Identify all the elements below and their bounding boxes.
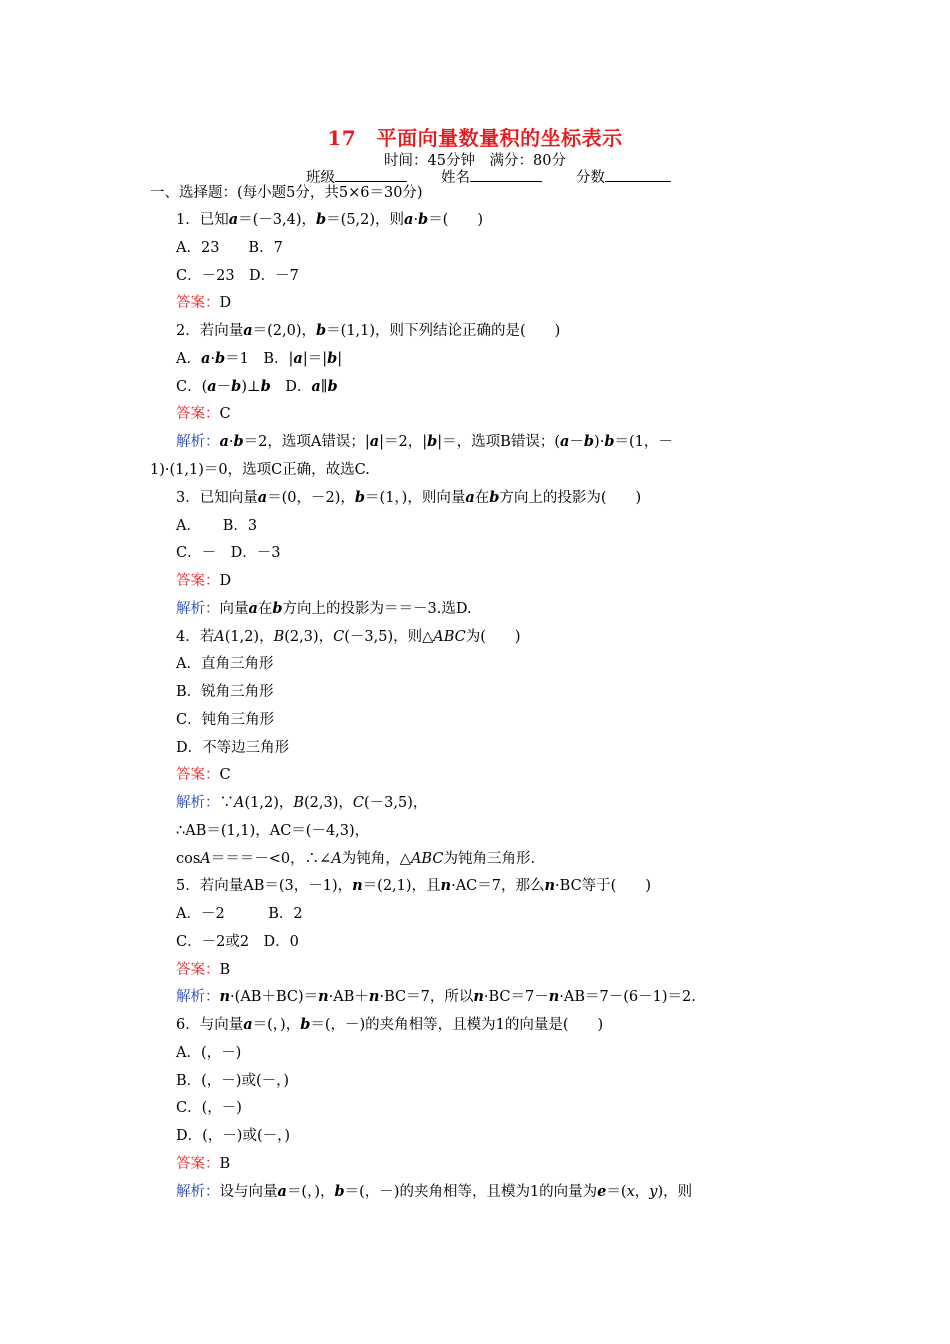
q2-options-cd: C．(a－b)⊥b D．a∥b xyxy=(176,378,338,395)
q2-analysis-line-1: 解析：a·b＝2，选项A错误；|a|＝2，|b|＝，选项B错误；(a－b)·b＝(1，－ xyxy=(176,433,673,450)
q4-analysis-line-1: 解析：∵A(1,2)，B(2,3)，C(－3,5)， xyxy=(176,795,428,811)
q4-option-c: C．钝角三角形 xyxy=(176,712,275,728)
q4-analysis-line-3: cosA＝＝＝－<0，∴∠A为钝角，△ABC为钝角三角形. xyxy=(176,851,536,867)
q3-options-ab: A． B．3 xyxy=(176,518,258,534)
q2-options-ab: A．a·b＝1 B．|a|＝|b| xyxy=(176,350,343,367)
q6-option-d: D．(，－)或(－，) xyxy=(176,1128,291,1144)
q2-analysis-line-2: 1)·(1,1)＝0，选项C正确，故选C. xyxy=(150,462,370,478)
q4-option-d: D．不等边三角形 xyxy=(176,740,290,756)
q6-option-b: B．(，－)或(－，) xyxy=(176,1073,290,1089)
q5-analysis: 解析：n·(AB＋BC)＝n·AB＋n·BC＝7，所以n·BC＝7－n·AB＝7－(6－1)＝2. xyxy=(176,988,696,1005)
question-4: 4．若A(1,2)，B(2,3)，C(－3,5)，则△ABC为( ) xyxy=(176,629,521,645)
q5-options-cd: C．－2或2 D．0 xyxy=(176,934,299,950)
q6-option-c: C．(，－) xyxy=(176,1100,242,1116)
q6-answer: 答案：B xyxy=(176,1156,231,1172)
q2-answer: 答案：C xyxy=(176,406,231,422)
q5-options-ab: A．－2 B．2 xyxy=(176,906,303,922)
section-heading: 一、选择题：(每小题5分，共5×6＝30分) xyxy=(150,185,423,201)
question-2: 2．若向量a＝(2,0)，b＝(1,1)，则下列结论正确的是( ) xyxy=(176,322,561,339)
document-title: 17 平面向量数量积的坐标表示 xyxy=(327,126,623,150)
q4-answer: 答案：C xyxy=(176,767,231,783)
q6-analysis: 解析：设与向量a＝(，)，b＝(，－)的夹角相等，且模为1的向量为e＝(x，y)，则 xyxy=(176,1183,693,1200)
name-label: 姓名 xyxy=(441,170,470,186)
q4-analysis-line-2: ∴AB＝(1,1)，AC＝(－4,3)， xyxy=(176,823,370,839)
score-label: 分数 xyxy=(576,170,605,186)
question-5: 5．若向量AB＝(3，－1)，n＝(2,1)，且n·AC＝7，那么n·BC等于( ) xyxy=(176,877,651,894)
class-label: 班级 xyxy=(306,170,335,186)
q4-option-b: B．锐角三角形 xyxy=(176,684,274,700)
q3-options-cd: C．－ D．－3 xyxy=(176,545,281,561)
q5-answer: 答案：B xyxy=(176,962,231,978)
q3-analysis: 解析：向量a在b方向上的投影为＝＝－3.选D. xyxy=(176,600,472,617)
exam-meta: 时间：45分钟 满分：80分 xyxy=(384,153,566,169)
q1-options-cd: C．－23 D．－7 xyxy=(176,268,299,284)
q3-answer: 答案：D xyxy=(176,573,232,589)
q1-answer: 答案：D xyxy=(176,295,232,311)
q6-option-a: A．(，－) xyxy=(176,1045,242,1061)
name-blank xyxy=(470,167,542,182)
class-blank xyxy=(335,167,407,182)
question-1: 1．已知a＝(－3,4)，b＝(5,2)，则a·b＝( ) xyxy=(176,211,484,228)
question-3: 3．已知向量a＝(0，－2)，b＝(1，)，则向量a在b方向上的投影为( ) xyxy=(176,489,642,506)
score-blank xyxy=(605,167,671,182)
q1-options-ab: A．23 B．7 xyxy=(176,240,283,256)
q4-option-a: A．直角三角形 xyxy=(176,656,274,672)
question-6: 6．与向量a＝(，)，b＝(，－)的夹角相等，且模为1的向量是( ) xyxy=(176,1016,604,1033)
